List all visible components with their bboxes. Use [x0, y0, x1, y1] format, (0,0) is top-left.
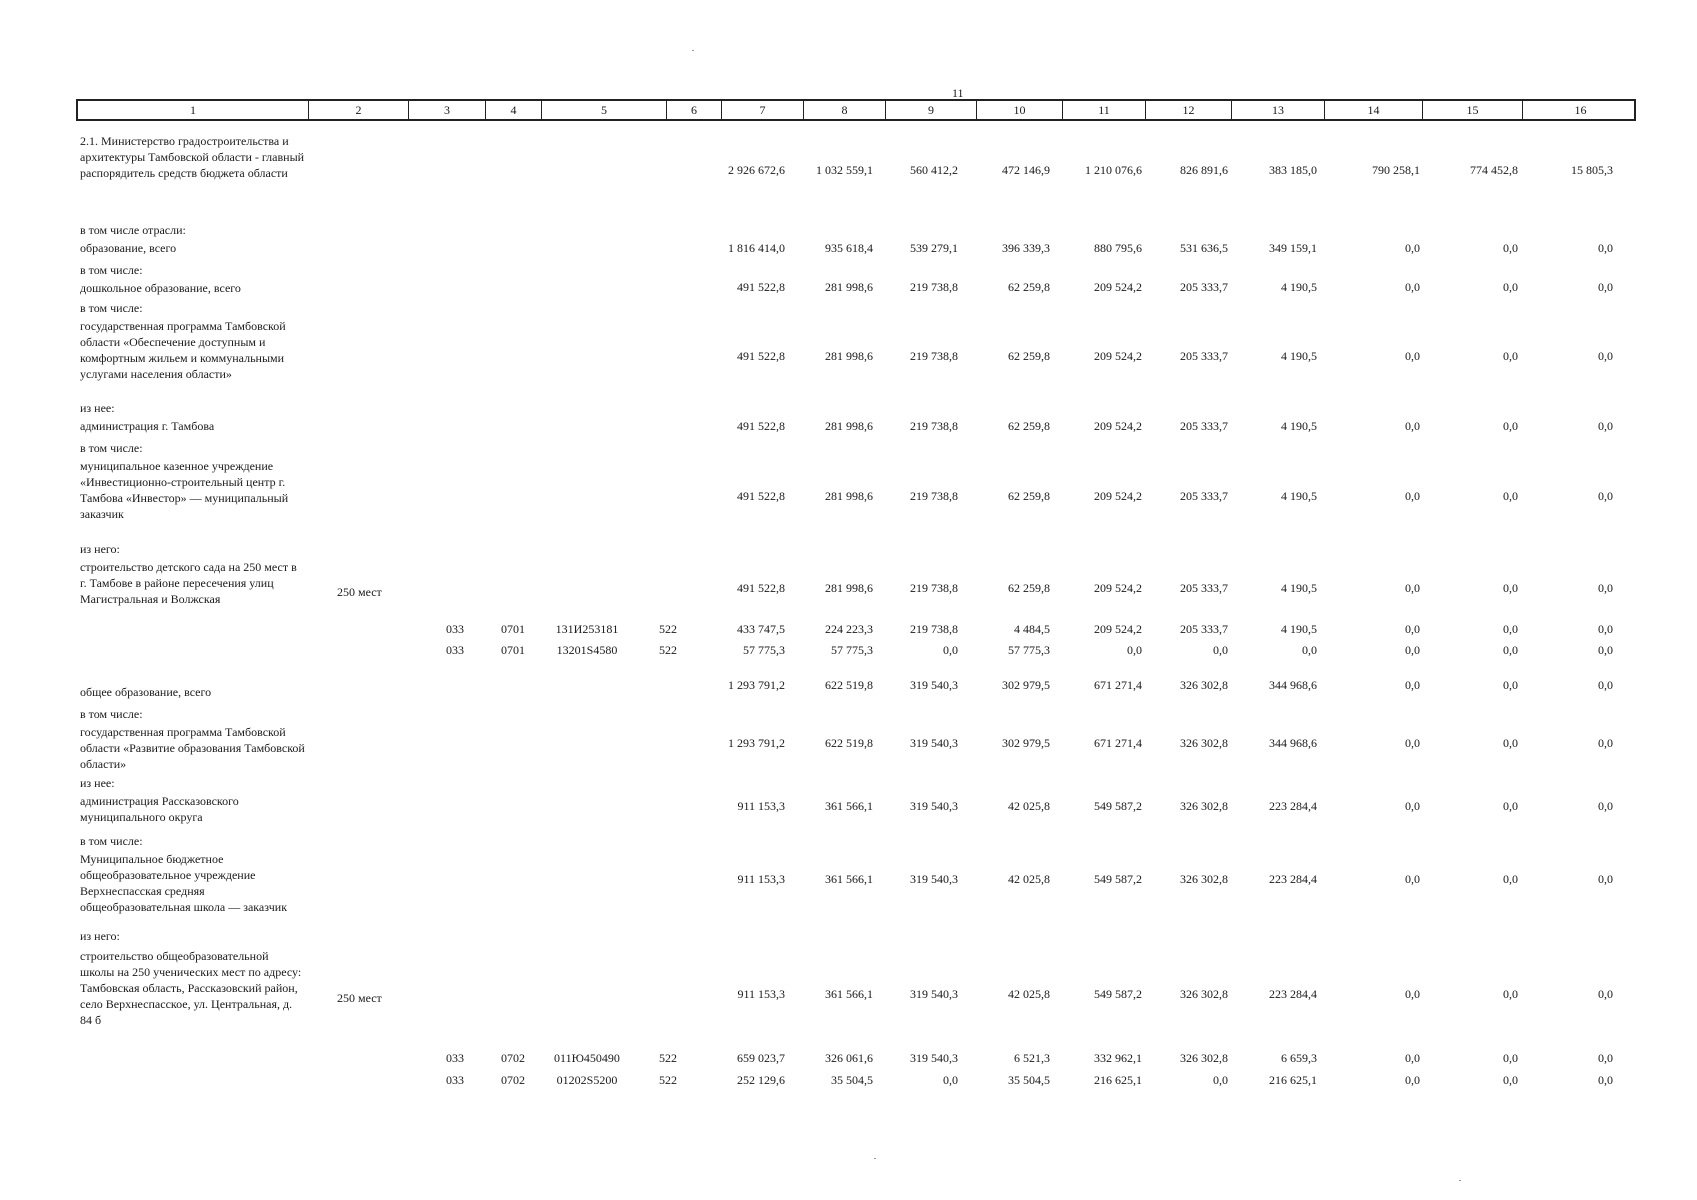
amount-cell-col-13: 4 190,5: [1281, 349, 1317, 363]
amount-cell-col-11: 209 524,2: [1094, 280, 1142, 294]
amount-cell-col-12: 326 302,8: [1180, 678, 1228, 692]
header-col-7: 7: [721, 101, 803, 119]
amount-cell-col-12: 326 302,8: [1180, 1051, 1228, 1065]
page-number: 11: [952, 86, 964, 100]
amount-cell-col-11: 209 524,2: [1094, 622, 1142, 636]
amount-cell-col-14: 0,0: [1405, 987, 1420, 1001]
amount-cell-col-11: 1 210 076,6: [1085, 163, 1142, 177]
amount-cell-col-9: 319 540,3: [910, 1051, 958, 1065]
amount-cell-col-7: 491 522,8: [737, 581, 785, 595]
row-label: из него:: [80, 929, 120, 943]
amount-cell-col-16: 0,0: [1598, 349, 1613, 363]
amount-cell-col-7: 57 775,3: [743, 643, 785, 657]
amount-cell-col-14: 0,0: [1405, 581, 1420, 595]
amount-cell-col-14: 0,0: [1405, 489, 1420, 503]
amount-cell-col-7: 911 153,3: [737, 987, 785, 1001]
amount-cell-col-15: 0,0: [1503, 581, 1518, 595]
amount-cell-col-15: 0,0: [1503, 987, 1518, 1001]
row-label: 2.1. Министерство градостроительства и архитектуры Тамбовской области - главный распорядитель средств бюджета области: [80, 134, 305, 180]
amount-cell-col-15: 0,0: [1503, 489, 1518, 503]
amount-cell-col-13: 4 190,5: [1281, 280, 1317, 294]
amount-cell-col-8: 622 519,8: [825, 736, 873, 750]
row-label: администрация Рассказовского муниципального округа: [80, 794, 239, 824]
amount-cell-col-7: 1 293 791,2: [728, 678, 785, 692]
budget-code-cell: 011Ю450490: [554, 1051, 620, 1065]
amount-cell-col-8: 326 061,6: [825, 1051, 873, 1065]
capacity-cell: 250 мест: [337, 991, 382, 1005]
header-col-8: 8: [803, 101, 885, 119]
amount-cell-col-9: 0,0: [943, 1073, 958, 1087]
row-label: администрация г. Тамбова: [80, 419, 215, 433]
amount-cell-col-10: 62 259,8: [1008, 280, 1050, 294]
amount-cell-col-15: 0,0: [1503, 349, 1518, 363]
amount-cell-col-14: 0,0: [1405, 1073, 1420, 1087]
amount-cell-col-12: 326 302,8: [1180, 799, 1228, 813]
amount-cell-col-12: 326 302,8: [1180, 736, 1228, 750]
amount-cell-col-8: 361 566,1: [825, 799, 873, 813]
row-label: строительство общеобразовательной школы на 250 ученических мест по адресу: Тамбовская область, Рассказовский район, село Верхнеспасское, ул. Центральная, д. 84 б: [80, 949, 302, 1027]
header-col-5: 5: [541, 101, 666, 119]
column-number-header: [76, 99, 1636, 121]
amount-cell-col-12: 326 302,8: [1180, 872, 1228, 886]
amount-cell-col-10: 62 259,8: [1008, 581, 1050, 595]
amount-cell-col-7: 2 926 672,6: [728, 163, 785, 177]
amount-cell-col-16: 15 805,3: [1571, 163, 1613, 177]
amount-cell-col-16: 0,0: [1598, 241, 1613, 255]
budget-code-cell: 522: [659, 622, 677, 636]
amount-cell-col-15: 0,0: [1503, 622, 1518, 636]
amount-cell-col-11: 549 587,2: [1094, 987, 1142, 1001]
amount-cell-col-8: 281 998,6: [825, 581, 873, 595]
amount-cell-col-11: 209 524,2: [1094, 349, 1142, 363]
amount-cell-col-11: 209 524,2: [1094, 419, 1142, 433]
row-label: государственная программа Тамбовской области «Обеспечение доступным и комфортным жильем и коммунальными услугами населения области»: [80, 319, 286, 381]
amount-cell-col-9: 219 738,8: [910, 349, 958, 363]
amount-cell-col-14: 0,0: [1405, 1051, 1420, 1065]
amount-cell-col-10: 472 146,9: [1002, 163, 1050, 177]
amount-cell-col-15: 774 452,8: [1470, 163, 1518, 177]
row-label: муниципальное казенное учреждение «Инвестиционно-строительный центр г. Тамбова «Инвестор» — муниципальный заказчик: [80, 459, 289, 521]
amount-cell-col-10: 6 521,3: [1014, 1051, 1050, 1065]
header-col-3: 3: [408, 101, 485, 119]
amount-cell-col-16: 0,0: [1598, 1051, 1613, 1065]
header-col-9: 9: [885, 101, 976, 119]
amount-cell-col-14: 0,0: [1405, 280, 1420, 294]
amount-cell-col-8: 622 519,8: [825, 678, 873, 692]
amount-cell-col-10: 57 775,3: [1008, 643, 1050, 657]
budget-code-cell: 522: [659, 643, 677, 657]
amount-cell-col-14: 0,0: [1405, 419, 1420, 433]
amount-cell-col-10: 35 504,5: [1008, 1073, 1050, 1087]
amount-cell-col-9: 560 412,2: [910, 163, 958, 177]
amount-cell-col-16: 0,0: [1598, 678, 1613, 692]
amount-cell-col-10: 62 259,8: [1008, 349, 1050, 363]
amount-cell-col-12: 205 333,7: [1180, 419, 1228, 433]
row-label: в том числе:: [80, 441, 143, 455]
amount-cell-col-13: 4 190,5: [1281, 419, 1317, 433]
amount-cell-col-7: 433 747,5: [737, 622, 785, 636]
amount-cell-col-10: 396 339,3: [1002, 241, 1050, 255]
amount-cell-col-12: 326 302,8: [1180, 987, 1228, 1001]
row-label: в том числе:: [80, 834, 143, 848]
row-label: образование, всего: [80, 241, 177, 255]
scan-speck: [874, 1158, 876, 1159]
budget-code-cell: 033: [446, 622, 464, 636]
amount-cell-col-16: 0,0: [1598, 489, 1613, 503]
amount-cell-col-9: 0,0: [943, 643, 958, 657]
amount-cell-col-13: 223 284,4: [1269, 872, 1317, 886]
budget-code-cell: 033: [446, 643, 464, 657]
amount-cell-col-7: 659 023,7: [737, 1051, 785, 1065]
amount-cell-col-13: 349 159,1: [1269, 241, 1317, 255]
amount-cell-col-12: 0,0: [1213, 643, 1228, 657]
amount-cell-col-15: 0,0: [1503, 241, 1518, 255]
amount-cell-col-12: 0,0: [1213, 1073, 1228, 1087]
amount-cell-col-8: 281 998,6: [825, 280, 873, 294]
amount-cell-col-14: 0,0: [1405, 736, 1420, 750]
amount-cell-col-13: 4 190,5: [1281, 622, 1317, 636]
amount-cell-col-12: 205 333,7: [1180, 280, 1228, 294]
amount-cell-col-9: 219 738,8: [910, 280, 958, 294]
amount-cell-col-15: 0,0: [1503, 280, 1518, 294]
amount-cell-col-10: 62 259,8: [1008, 419, 1050, 433]
amount-cell-col-15: 0,0: [1503, 736, 1518, 750]
amount-cell-col-13: 344 968,6: [1269, 736, 1317, 750]
amount-cell-col-11: 209 524,2: [1094, 581, 1142, 595]
header-col-12: 12: [1145, 101, 1231, 119]
amount-cell-col-13: 344 968,6: [1269, 678, 1317, 692]
row-label: строительство детского сада на 250 мест в г. Тамбове в районе пересечения улиц Магистральная и Волжская: [80, 560, 297, 606]
amount-cell-col-9: 319 540,3: [910, 872, 958, 886]
amount-cell-col-15: 0,0: [1503, 1073, 1518, 1087]
amount-cell-col-7: 1 293 791,2: [728, 736, 785, 750]
row-label: общее образование, всего: [80, 685, 212, 699]
row-label: в том числе:: [80, 707, 143, 721]
amount-cell-col-14: 0,0: [1405, 643, 1420, 657]
amount-cell-col-7: 491 522,8: [737, 489, 785, 503]
amount-cell-col-16: 0,0: [1598, 736, 1613, 750]
header-col-11: 11: [1062, 101, 1145, 119]
amount-cell-col-13: 4 190,5: [1281, 581, 1317, 595]
amount-cell-col-8: 1 032 559,1: [816, 163, 873, 177]
amount-cell-col-14: 0,0: [1405, 799, 1420, 813]
amount-cell-col-12: 205 333,7: [1180, 622, 1228, 636]
budget-code-cell: 131И253181: [555, 622, 619, 636]
budget-code-cell: 13201S4580: [556, 643, 618, 657]
amount-cell-col-9: 319 540,3: [910, 799, 958, 813]
amount-cell-col-13: 0,0: [1302, 643, 1317, 657]
amount-cell-col-11: 209 524,2: [1094, 489, 1142, 503]
row-label: в том числе:: [80, 263, 143, 277]
amount-cell-col-15: 0,0: [1503, 419, 1518, 433]
amount-cell-col-8: 35 504,5: [831, 1073, 873, 1087]
budget-code-cell: 522: [659, 1073, 677, 1087]
amount-cell-col-9: 319 540,3: [910, 678, 958, 692]
amount-cell-col-10: 302 979,5: [1002, 678, 1050, 692]
row-label: Муниципальное бюджетное общеобразовательное учреждение Верхнеспасская средняя общеобразовательная школа — заказчик: [80, 852, 288, 914]
header-col-1: 1: [190, 103, 196, 117]
amount-cell-col-7: 252 129,6: [737, 1073, 785, 1087]
header-col-14: 14: [1324, 101, 1422, 119]
amount-cell-col-9: 319 540,3: [910, 736, 958, 750]
budget-code-cell: 033: [446, 1051, 464, 1065]
amount-cell-col-14: 0,0: [1405, 349, 1420, 363]
amount-cell-col-13: 4 190,5: [1281, 489, 1317, 503]
amount-cell-col-12: 826 891,6: [1180, 163, 1228, 177]
header-col-4: 4: [485, 101, 541, 119]
amount-cell-col-16: 0,0: [1598, 1073, 1613, 1087]
amount-cell-col-11: 332 962,1: [1094, 1051, 1142, 1065]
amount-cell-col-13: 223 284,4: [1269, 799, 1317, 813]
amount-cell-col-9: 219 738,8: [910, 622, 958, 636]
row-label: из нее:: [80, 401, 115, 415]
amount-cell-col-10: 42 025,8: [1008, 799, 1050, 813]
amount-cell-col-16: 0,0: [1598, 280, 1613, 294]
row-label: в том числе:: [80, 301, 143, 315]
amount-cell-col-8: 281 998,6: [825, 489, 873, 503]
amount-cell-col-15: 0,0: [1503, 643, 1518, 657]
amount-cell-col-13: 216 625,1: [1269, 1073, 1317, 1087]
amount-cell-col-8: 57 775,3: [831, 643, 873, 657]
budget-code-cell: 0702: [501, 1073, 525, 1087]
amount-cell-col-16: 0,0: [1598, 872, 1613, 886]
budget-code-cell: 0702: [501, 1051, 525, 1065]
amount-cell-col-15: 0,0: [1503, 1051, 1518, 1065]
amount-cell-col-12: 205 333,7: [1180, 489, 1228, 503]
row-label: дошкольное образование, всего: [80, 281, 241, 295]
budget-code-cell: 01202S5200: [556, 1073, 618, 1087]
amount-cell-col-15: 0,0: [1503, 799, 1518, 813]
amount-cell-col-7: 911 153,3: [737, 872, 785, 886]
header-col-15: 15: [1422, 101, 1522, 119]
amount-cell-col-7: 491 522,8: [737, 349, 785, 363]
amount-cell-col-10: 42 025,8: [1008, 872, 1050, 886]
header-col-2: 2: [308, 101, 408, 119]
amount-cell-col-16: 0,0: [1598, 987, 1613, 1001]
amount-cell-col-9: 219 738,8: [910, 419, 958, 433]
row-label: государственная программа Тамбовской области «Развитие образования Тамбовской области»: [80, 725, 305, 771]
scan-speck: [692, 50, 694, 51]
amount-cell-col-11: 880 795,6: [1094, 241, 1142, 255]
amount-cell-col-16: 0,0: [1598, 419, 1613, 433]
amount-cell-col-7: 1 816 414,0: [728, 241, 785, 255]
amount-cell-col-15: 0,0: [1503, 678, 1518, 692]
amount-cell-col-10: 4 484,5: [1014, 622, 1050, 636]
scan-speck: [1459, 1180, 1461, 1181]
row-label: из него:: [80, 542, 120, 556]
amount-cell-col-13: 223 284,4: [1269, 987, 1317, 1001]
amount-cell-col-16: 0,0: [1598, 581, 1613, 595]
amount-cell-col-8: 281 998,6: [825, 349, 873, 363]
amount-cell-col-13: 383 185,0: [1269, 163, 1317, 177]
amount-cell-col-12: 205 333,7: [1180, 581, 1228, 595]
amount-cell-col-9: 539 279,1: [910, 241, 958, 255]
amount-cell-col-8: 361 566,1: [825, 987, 873, 1001]
amount-cell-col-8: 361 566,1: [825, 872, 873, 886]
amount-cell-col-16: 0,0: [1598, 799, 1613, 813]
amount-cell-col-11: 549 587,2: [1094, 799, 1142, 813]
header-col-6: 6: [666, 101, 721, 119]
amount-cell-col-10: 62 259,8: [1008, 489, 1050, 503]
amount-cell-col-11: 0,0: [1127, 643, 1142, 657]
amount-cell-col-9: 319 540,3: [910, 987, 958, 1001]
amount-cell-col-14: 0,0: [1405, 241, 1420, 255]
amount-cell-col-8: 281 998,6: [825, 419, 873, 433]
amount-cell-col-14: 0,0: [1405, 678, 1420, 692]
amount-cell-col-11: 549 587,2: [1094, 872, 1142, 886]
amount-cell-col-8: 935 618,4: [825, 241, 873, 255]
amount-cell-col-14: 790 258,1: [1372, 163, 1420, 177]
amount-cell-col-15: 0,0: [1503, 872, 1518, 886]
amount-cell-col-8: 224 223,3: [825, 622, 873, 636]
amount-cell-col-16: 0,0: [1598, 622, 1613, 636]
budget-code-cell: 033: [446, 1073, 464, 1087]
amount-cell-col-7: 911 153,3: [737, 799, 785, 813]
amount-cell-col-14: 0,0: [1405, 622, 1420, 636]
row-label: из нее:: [80, 776, 115, 790]
amount-cell-col-12: 205 333,7: [1180, 349, 1228, 363]
budget-code-cell: 0701: [501, 643, 525, 657]
header-col-10: 10: [976, 101, 1062, 119]
amount-cell-col-9: 219 738,8: [910, 489, 958, 503]
amount-cell-col-9: 219 738,8: [910, 581, 958, 595]
amount-cell-col-7: 491 522,8: [737, 280, 785, 294]
amount-cell-col-12: 531 636,5: [1180, 241, 1228, 255]
amount-cell-col-10: 302 979,5: [1002, 736, 1050, 750]
amount-cell-col-11: 671 271,4: [1094, 736, 1142, 750]
amount-cell-col-14: 0,0: [1405, 872, 1420, 886]
amount-cell-col-10: 42 025,8: [1008, 987, 1050, 1001]
amount-cell-col-11: 671 271,4: [1094, 678, 1142, 692]
amount-cell-col-13: 6 659,3: [1281, 1051, 1317, 1065]
row-label: в том числе отрасли:: [80, 223, 186, 237]
capacity-cell: 250 мест: [337, 585, 382, 599]
header-col-13: 13: [1231, 101, 1324, 119]
budget-code-cell: 0701: [501, 622, 525, 636]
amount-cell-col-11: 216 625,1: [1094, 1073, 1142, 1087]
header-col-16: 16: [1522, 101, 1638, 119]
budget-code-cell: 522: [659, 1051, 677, 1065]
amount-cell-col-7: 491 522,8: [737, 419, 785, 433]
amount-cell-col-16: 0,0: [1598, 643, 1613, 657]
